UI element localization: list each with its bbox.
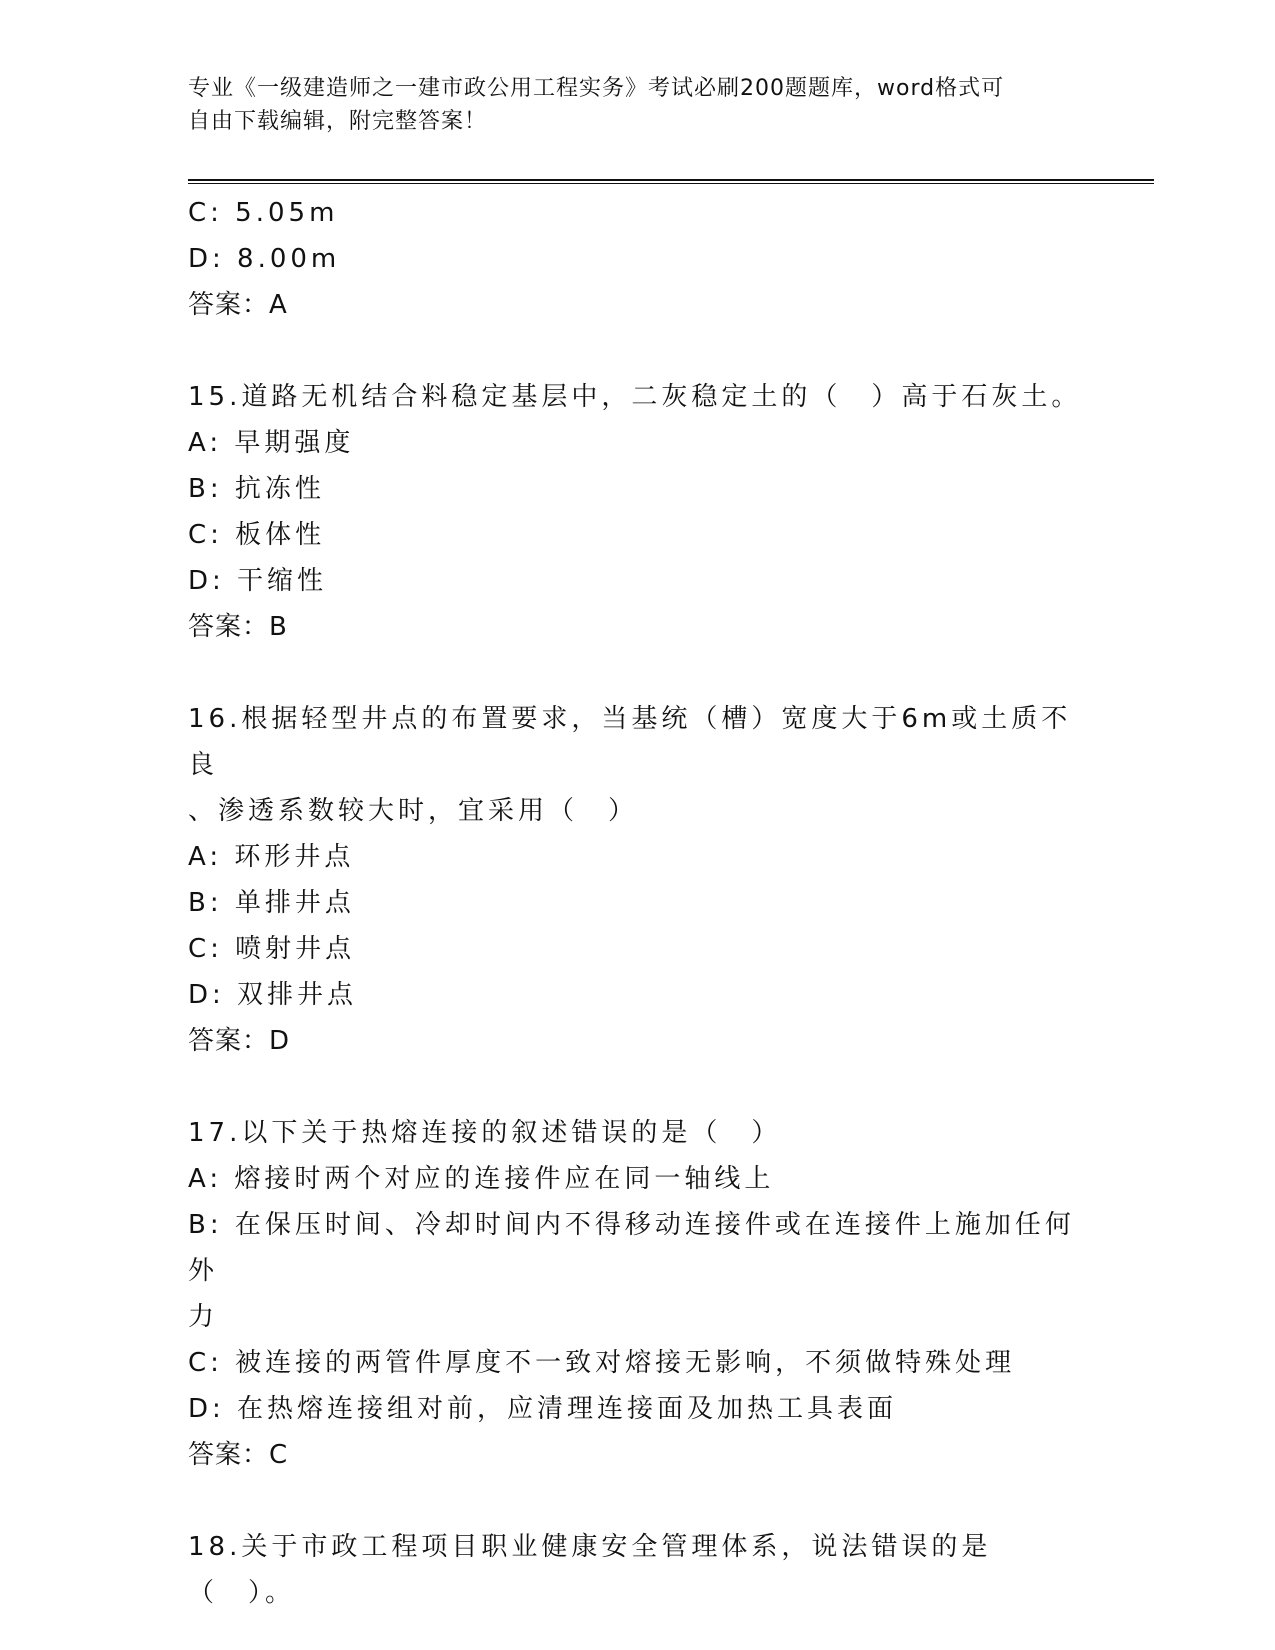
option-c: C: 喷射井点 [188, 934, 356, 964]
question-14-continued [188, 190, 1088, 328]
header-title-line-2: 自由下载编辑，附完整答案！ [188, 109, 488, 134]
question-17 [188, 1110, 1088, 1478]
question-18 [188, 1524, 1088, 1616]
header-title-line-1: 专业《一级建造师之一建市政公用工程实务》考试必刷200题题库，word格式可 [188, 76, 1005, 101]
question-stem: 18.关于市政工程项目职业健康安全管理体系，说法错误的是（ ）。 [188, 1532, 992, 1608]
question-15 [188, 374, 1088, 650]
option-c: C: 板体性 [188, 520, 326, 550]
spacer [188, 650, 1088, 696]
option-c: C: 5.05m [188, 198, 339, 228]
spacer [188, 1064, 1088, 1110]
option-d: D: 双排井点 [188, 980, 358, 1010]
option-b: B: 抗冻性 [188, 474, 325, 504]
header-divider [188, 179, 1154, 184]
option-b: B: 单排井点 [188, 888, 355, 918]
question-stem-line-2: 、渗透系数较大时，宜采用（ ） [188, 796, 639, 826]
question-list [188, 190, 1088, 1616]
answer: 答案：B [188, 612, 288, 642]
option-d: D: 在热熔连接组对前，应清理连接面及加热工具表面 [188, 1394, 898, 1424]
option-a: A: 早期强度 [188, 428, 355, 458]
question-16 [188, 696, 1088, 1064]
option-d: D: 干缩性 [188, 566, 328, 596]
option-a: A: 环形井点 [188, 842, 355, 872]
spacer [188, 1478, 1088, 1524]
document-header [188, 72, 1088, 138]
option-d: D: 8.00m [188, 244, 341, 274]
option-a: A: 熔接时两个对应的连接件应在同一轴线上 [188, 1164, 775, 1194]
option-b-line-1: B: 在保压时间、冷却时间内不得移动连接件或在连接件上施加任何外 [188, 1210, 1075, 1286]
question-stem: 15.道路无机结合料稳定基层中，二灰稳定土的（ ）高于石灰土。 [188, 382, 1082, 412]
question-stem: 17.以下关于热熔连接的叙述错误的是（ ） [188, 1118, 782, 1148]
answer: 答案：C [188, 1440, 289, 1470]
spacer [188, 328, 1088, 374]
question-stem-line-1: 16.根据轻型井点的布置要求，当基统（槽）宽度大于6m或土质不良 [188, 704, 1072, 780]
option-b-line-2: 力 [188, 1302, 219, 1332]
answer: 答案：A [188, 290, 288, 320]
option-c: C: 被连接的两管件厚度不一致对熔接无影响，不须做特殊处理 [188, 1348, 1016, 1378]
answer: 答案：D [188, 1026, 291, 1056]
